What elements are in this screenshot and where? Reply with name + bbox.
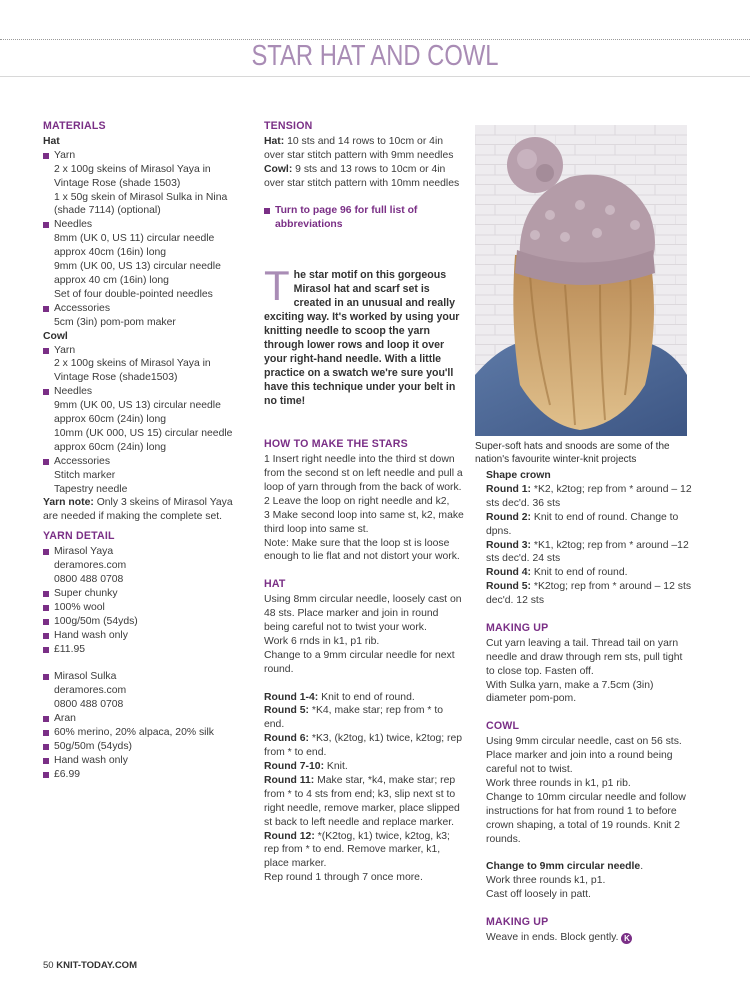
hat-round: Round 12: *(K2tog, k1) twice, k2tog, k3; rep from * to end. Remove marker, k1, place marker. xyxy=(264,830,450,870)
cowl-change: Change to 9mm circular needle. xyxy=(486,861,644,873)
list-item: 9mm (UK 00, US 13) circular needle approx 40 cm (16in) long xyxy=(54,261,221,286)
stars-note: Note: Make sure that the loop st is loose enough to lie flat and not distort your work. xyxy=(264,537,460,563)
cowl-label: Cowl xyxy=(43,330,68,342)
cowl-text: Work three rounds k1, p1. xyxy=(486,875,606,887)
column-materials xyxy=(43,120,248,782)
list-item: 8mm (UK 0, US 11) circular needle approx 40cm (16in) long xyxy=(54,233,215,259)
hat-illustration xyxy=(475,125,687,436)
knit-today-logo-icon: K xyxy=(621,933,632,944)
list-item: Mirasol Yaya xyxy=(43,545,248,559)
cowl-text: Cast off loosely in patt. xyxy=(486,889,591,901)
list-item: 60% merino, 20% alpaca, 20% silk xyxy=(43,726,248,740)
dropcap: T xyxy=(264,262,290,310)
list-item: Needles xyxy=(43,218,248,232)
column-instructions xyxy=(264,120,466,885)
making-up-text: Cut yarn leaving a tail. Thread tail on yarn needle and draw through rem sts, pull tight to close top. Fasten off. xyxy=(486,637,683,677)
final-making-up-heading: MAKING UP xyxy=(486,915,549,928)
making-up-heading: MAKING UP xyxy=(486,621,549,634)
stars-step-3: 3 Make second loop into same st, k2, make third loop into same st. xyxy=(264,509,464,535)
crown-round: Round 1: *K2, k2tog; rep from * around – 12 sts dec'd. 36 sts xyxy=(486,483,692,509)
list-item: 10mm (UK 000, US 15) circular needle approx 60cm (24in) long xyxy=(54,427,233,453)
list-item: Yarn xyxy=(43,149,248,163)
list-item: 100% wool xyxy=(43,601,248,615)
cowl-text: Using 9mm circular needle, cast on 56 sts. Place marker and join into a round being careful not to twist. xyxy=(486,736,682,775)
list-item: 50g/50m (54yds) xyxy=(43,740,248,754)
list-item: 9mm (UK 00, US 13) circular needle approx 60cm (24in) long xyxy=(54,400,221,426)
hat-photo xyxy=(475,125,687,436)
final-making-up-text: Weave in ends. Block gently. K xyxy=(486,931,692,945)
list-item: 5cm (3in) pom-pom maker xyxy=(54,316,176,328)
making-up-text: With Sulka yarn, make a 7.5cm (3in) diameter pom-pom. xyxy=(486,679,654,705)
abbreviations-link[interactable]: Turn to page 96 for full list of abbreviations xyxy=(264,204,466,232)
list-item: 2 x 100g skeins of Mirasol Yaya in Vintage Rose (shade 1503) xyxy=(54,163,211,189)
hat-label: Hat xyxy=(43,135,60,147)
list-item: Accessories xyxy=(43,455,248,469)
materials-heading: MATERIALS xyxy=(43,120,106,132)
yarn-detail-heading: YARN DETAIL xyxy=(43,530,115,543)
stars-step-2: 2 Leave the loop on right needle and k2, xyxy=(264,495,450,507)
footer xyxy=(43,960,137,971)
photo-caption: Super-soft hats and snoods are some of the nation's favourite winter-knit projects xyxy=(475,441,670,465)
crown-round: Round 3: *K1, k2tog; rep from * around –12 sts dec'd. 24 sts xyxy=(486,539,689,565)
hat-cast-on: Using 8mm circular needle, loosely cast on 48 sts. Place marker and join in round being careful not to twist your work. xyxy=(264,594,462,633)
hat-round: Round 11: Make star, *k4, make star; rep from * to 4 sts from end; k3, slip next st to right needle, remove marker, place slipped st back to left needle and replace marker. xyxy=(264,774,460,828)
crown-round: Round 5: *K2tog; rep from * around – 12 sts dec'd. 12 sts xyxy=(486,581,692,607)
list-item: 2 x 100g skeins of Mirasol Yaya in Vintage Rose (shade1503) xyxy=(54,358,211,384)
hat-repeat: Rep round 1 through 7 once more. xyxy=(264,872,423,884)
yarn-note: Yarn note: Only 3 skeins of Mirasol Yaya are needed if making the complete set. xyxy=(43,497,233,523)
list-item: Super chunky xyxy=(43,587,248,601)
cowl-text: Change to 10mm circular needle and follow instructions for hat from round 1 to before crown shaping, a total of 19 rounds. Knit 2 rounds. xyxy=(486,791,686,845)
list-item: £11.95 xyxy=(43,643,248,657)
list-item: Yarn xyxy=(43,344,248,358)
crown-heading: Shape crown xyxy=(486,470,551,481)
list-item: Needles xyxy=(43,385,248,399)
hat-round: Round 6: *K3, (k2tog, k1) twice, k2tog; rep from * to end. xyxy=(264,733,463,759)
page-title: STAR HAT AND COWL xyxy=(68,40,683,73)
hat-heading: HAT xyxy=(264,578,286,591)
list-item: Hand wash only xyxy=(43,754,248,768)
tension-cowl: Cowl: 9 sts and 13 rows to 10cm or 4in over star stitch pattern with 10mm needles xyxy=(264,163,460,189)
hat-round: Round 7-10: Knit. xyxy=(264,761,348,773)
list-item: Set of four double-pointed needles xyxy=(54,288,213,300)
crown-round: Round 4: Knit to end of round. xyxy=(486,567,628,579)
cowl-text: Work three rounds in k1, p1 rib. xyxy=(486,777,631,789)
intro-paragraph: The star motif on this gorgeous Mirasol hat and scarf set is created in an unusual and really exciting way. It's worked by using your knitting needle to scoop the yarn through lower rows and loop it over your right-hand needle. With a little practice on a swatch we're sure you'll have this technique under your belt in no time! xyxy=(264,262,460,408)
list-item: Tapestry needle xyxy=(54,483,128,495)
cowl-heading: COWL xyxy=(486,720,520,733)
yarn-phone: 0800 488 0708 xyxy=(54,699,124,711)
yarn-phone: 0800 488 0708 xyxy=(54,574,124,585)
stars-step-1: 1 Insert right needle into the third st down from the second st on left needle and pull a loop of yarn through from the back of work. xyxy=(264,454,463,493)
yarn-site-link[interactable]: deramores.com xyxy=(54,685,127,697)
footer-site[interactable]: KNIT-TODAY.COM xyxy=(56,960,137,971)
hat-rib: Work 6 rnds in k1, p1 rib. xyxy=(264,635,380,647)
tension-heading: TENSION xyxy=(264,120,313,132)
column-finishing xyxy=(486,469,692,945)
list-item: Hand wash only xyxy=(43,629,248,643)
title-underline xyxy=(0,76,750,77)
list-item: Accessories xyxy=(43,302,248,316)
list-item: Aran xyxy=(43,712,248,726)
tension-hat: Hat: 10 sts and 14 rows to 10cm or 4in over star stitch pattern with 9mm needles xyxy=(264,135,454,161)
list-item: Stitch marker xyxy=(54,469,116,481)
stars-heading: HOW TO MAKE THE STARS xyxy=(264,438,408,451)
list-item: 1 x 50g skein of Mirasol Sulka in Nina (shade 7114) (optional) xyxy=(54,191,228,217)
hat-change: Change to a 9mm circular needle for next round. xyxy=(264,649,455,675)
list-item: 100g/50m (54yds) xyxy=(43,615,248,629)
list-item: Mirasol Sulka xyxy=(43,670,248,684)
yarn-site-link[interactable]: deramores.com xyxy=(54,560,127,572)
hat-round: Round 5: *K4, make star; rep from * to end. xyxy=(264,705,444,731)
hat-round: Round 1-4: Knit to end of round. xyxy=(264,691,415,703)
list-item: £6.99 xyxy=(43,768,248,782)
page-number: 50 xyxy=(43,960,54,971)
crown-round: Round 2: Knit to end of round. Change to dpns. xyxy=(486,511,679,537)
